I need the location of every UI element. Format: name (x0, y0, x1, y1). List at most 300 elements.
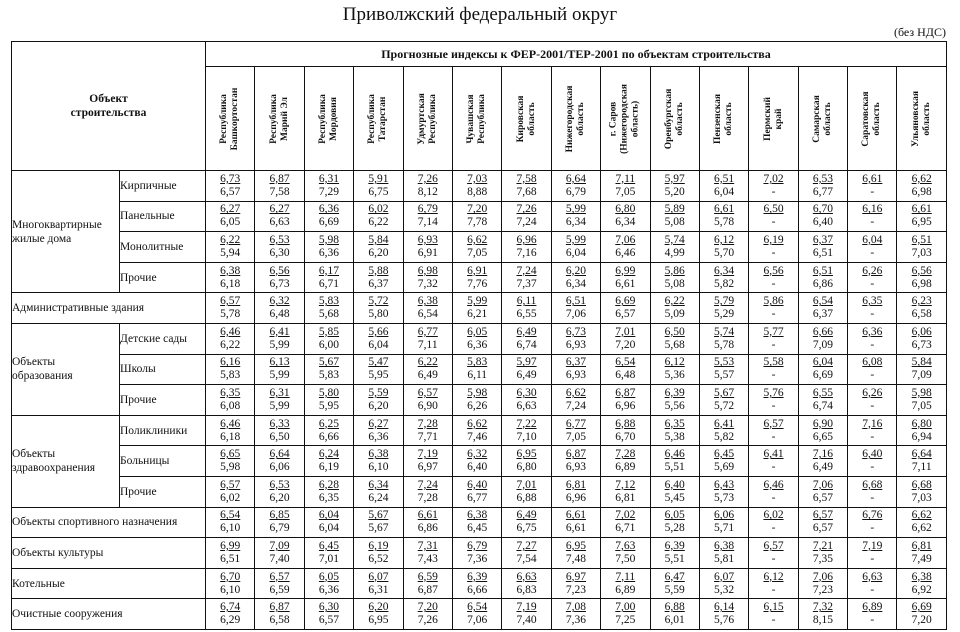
index-value-bottom: 6,66 (318, 430, 340, 443)
index-cell (551, 262, 600, 293)
object-subtype-label: Панельные (120, 201, 206, 232)
index-value-top: 6,31 (318, 172, 340, 185)
index-value-bottom: 7,11 (417, 338, 438, 351)
index-value-bottom: 6,77 (812, 185, 833, 198)
index-value-bottom: 6,20 (269, 491, 290, 504)
index-value-top: 6,68 (911, 478, 932, 491)
index-cell (897, 446, 947, 477)
index-value-bottom: 5,32 (714, 583, 735, 596)
index-value-bottom: 7,36 (565, 614, 586, 627)
table-row (12, 476, 947, 507)
region-header (650, 67, 699, 171)
index-value-top: 6,49 (516, 325, 537, 338)
index-value-top: 7,12 (615, 478, 636, 491)
index-value-bottom: 6,00 (318, 338, 340, 351)
index-value-top: 6,30 (516, 386, 537, 399)
index-value-top: 6,88 (615, 417, 636, 430)
index-value-bottom: 6,04 (565, 246, 586, 259)
index-value-bottom: - (771, 430, 776, 443)
region-header (798, 67, 847, 171)
index-value-bottom: 5,78 (220, 308, 241, 321)
index-value-top: 5,67 (368, 509, 389, 522)
index-value-bottom: 6,04 (368, 338, 389, 351)
index-cell (601, 476, 650, 507)
index-value-bottom: - (771, 461, 776, 474)
index-value-bottom: 6,71 (318, 277, 340, 290)
index-value-bottom: 7,40 (516, 614, 537, 627)
table-row (12, 201, 947, 232)
index-value-bottom: 6,58 (911, 308, 932, 321)
index-cell (403, 201, 452, 232)
index-value-bottom: 6,46 (615, 246, 636, 259)
index-cell (848, 323, 897, 354)
index-value-bottom: 6,95 (368, 614, 389, 627)
index-value-bottom: 7,03 (911, 246, 932, 259)
index-value-bottom: 6,86 (417, 522, 438, 535)
index-value-bottom: 6,58 (269, 614, 290, 627)
index-cell (749, 568, 798, 599)
index-value-top: 6,62 (565, 386, 586, 399)
index-value-bottom: 6,62 (911, 522, 932, 535)
index-value-top: 5,83 (467, 356, 488, 369)
index-value-bottom: 6,19 (318, 461, 340, 474)
index-cell (206, 354, 255, 385)
index-cell (354, 415, 403, 446)
index-value-top: 7,01 (615, 325, 636, 338)
region-label: Нижегородская область (564, 85, 586, 152)
region-header (749, 67, 798, 171)
index-value-top: 6,61 (417, 509, 438, 522)
index-value-bottom: 6,24 (368, 491, 389, 504)
index-value-top: 6,16 (862, 203, 883, 216)
object-group-label: Многоквартирные жилые дома (12, 171, 120, 293)
index-value-top: 6,99 (615, 264, 636, 277)
index-value-bottom: 7,32 (417, 277, 438, 290)
index-cell (848, 476, 897, 507)
index-value-bottom: 6,57 (318, 614, 340, 627)
object-type-label: Объекты культуры (12, 538, 206, 569)
index-value-top: 6,39 (664, 386, 685, 399)
index-value-top: 6,54 (220, 509, 241, 522)
index-cell (354, 201, 403, 232)
index-cell (848, 568, 897, 599)
index-cell (354, 354, 403, 385)
index-cell (255, 415, 304, 446)
index-value-bottom: 7,58 (269, 185, 290, 198)
index-value-top: 5,99 (467, 295, 488, 308)
index-value-top: 6,57 (220, 478, 241, 491)
index-value-top: 7,06 (615, 233, 636, 246)
index-cell (255, 201, 304, 232)
index-cell (601, 293, 650, 324)
index-value-top: 7,20 (417, 601, 438, 614)
index-value-bottom: 6,61 (615, 277, 636, 290)
index-value-top: 6,38 (417, 295, 438, 308)
index-value-bottom: 5,94 (220, 246, 241, 259)
table-row (12, 232, 947, 263)
index-value-top: 5,74 (714, 325, 735, 338)
index-value-bottom: 6,10 (368, 461, 389, 474)
index-cell (255, 262, 304, 293)
index-value-bottom: 6,63 (269, 216, 290, 229)
index-cell (551, 507, 600, 538)
index-value-top: 6,57 (763, 417, 784, 430)
index-cell (403, 323, 452, 354)
index-cell (255, 171, 304, 202)
index-value-top: 6,50 (664, 325, 685, 338)
index-value-top: 6,51 (565, 295, 586, 308)
index-value-top: 6,56 (911, 264, 932, 277)
index-cell (354, 385, 403, 416)
index-value-top: 7,20 (467, 203, 488, 216)
index-value-bottom: 6,31 (368, 583, 389, 596)
index-value-bottom: 6,34 (565, 277, 586, 290)
index-cell (749, 538, 798, 569)
index-value-top: 6,54 (467, 601, 488, 614)
index-value-top: 5,97 (516, 356, 537, 369)
index-value-top: 5,99 (565, 233, 586, 246)
index-value-bottom: 6,97 (417, 461, 438, 474)
index-value-top: 6,62 (467, 233, 488, 246)
index-cell (798, 599, 847, 630)
index-cell (551, 476, 600, 507)
index-cell (206, 476, 255, 507)
index-value-top: 5,77 (763, 325, 784, 338)
index-cell (403, 232, 452, 263)
index-value-bottom: 6,26 (467, 399, 488, 412)
index-value-bottom: 7,23 (812, 583, 833, 596)
index-value-top: 7,03 (467, 172, 488, 185)
index-value-bottom: 6,96 (615, 399, 636, 412)
index-cell (749, 293, 798, 324)
index-value-bottom: 6,34 (565, 216, 586, 229)
index-cell (650, 354, 699, 385)
index-cell (403, 446, 452, 477)
index-table (11, 41, 947, 630)
object-subtype-label: Монолитные (120, 232, 206, 263)
index-value-bottom: 8,88 (467, 185, 488, 198)
index-value-bottom: 6,48 (269, 308, 290, 321)
index-value-bottom: - (771, 552, 776, 565)
index-value-bottom: 5,57 (714, 369, 735, 382)
index-cell (848, 415, 897, 446)
index-cell (304, 476, 353, 507)
index-value-bottom: 6,40 (467, 461, 488, 474)
index-value-top: 6,64 (565, 172, 586, 185)
index-value-bottom: 5,08 (664, 277, 685, 290)
index-value-top: 6,25 (318, 417, 340, 430)
object-subtype-label: Больницы (120, 446, 206, 477)
index-cell (304, 538, 353, 569)
object-type-label: Очистные сооружения (12, 599, 206, 630)
region-label: Удмуртская Республика (416, 92, 438, 145)
index-cell (255, 446, 304, 477)
index-value-top: 7,11 (615, 570, 636, 583)
index-value-top: 6,87 (565, 448, 586, 461)
index-value-bottom: 6,87 (417, 583, 438, 596)
index-value-bottom: 7,09 (911, 369, 932, 382)
index-value-top: 6,80 (615, 203, 636, 216)
object-group-label: Объекты здравоохранения (12, 415, 120, 507)
index-value-bottom: - (870, 369, 875, 382)
index-cell (206, 232, 255, 263)
index-value-bottom: 5,71 (714, 522, 735, 535)
index-cell (798, 385, 847, 416)
index-value-bottom: 6,77 (467, 491, 488, 504)
index-cell (502, 476, 551, 507)
index-value-top: 6,53 (812, 172, 833, 185)
index-cell (897, 385, 947, 416)
index-cell (749, 323, 798, 354)
table-row (12, 446, 947, 477)
index-value-bottom: 6,83 (516, 583, 537, 596)
index-value-bottom: 6,74 (516, 338, 537, 351)
index-value-top: 5,99 (565, 203, 586, 216)
index-value-top: 7,06 (812, 570, 833, 583)
object-subtype-label: Прочие (120, 385, 206, 416)
index-value-bottom: 5,78 (714, 216, 735, 229)
index-value-top: 5,83 (318, 295, 340, 308)
index-cell (699, 476, 748, 507)
index-value-bottom: 6,79 (269, 522, 290, 535)
index-cell (502, 538, 551, 569)
index-cell (304, 599, 353, 630)
index-cell (749, 385, 798, 416)
index-value-bottom: 6,36 (368, 430, 389, 443)
index-value-top: 6,99 (220, 539, 241, 552)
index-value-top: 6,38 (467, 509, 488, 522)
index-cell (452, 201, 501, 232)
index-value-bottom: 6,57 (812, 522, 833, 535)
index-value-top: 6,77 (417, 325, 438, 338)
index-value-top: 6,17 (318, 264, 340, 277)
index-value-bottom: - (870, 185, 875, 198)
index-value-top: 5,88 (368, 264, 389, 277)
index-cell (452, 262, 501, 293)
index-cell (749, 599, 798, 630)
table-row (12, 354, 947, 385)
index-cell (502, 354, 551, 385)
index-value-bottom: 5,83 (318, 369, 340, 382)
index-cell (354, 599, 403, 630)
index-value-top: 6,15 (763, 601, 784, 614)
index-cell (551, 171, 600, 202)
index-cell (304, 446, 353, 477)
index-value-top: 6,46 (220, 417, 241, 430)
index-value-top: 7,08 (565, 601, 586, 614)
index-cell (502, 415, 551, 446)
index-value-bottom: 5,98 (220, 461, 241, 474)
index-value-top: 6,16 (220, 356, 241, 369)
index-value-top: 5,85 (318, 325, 340, 338)
index-value-top: 5,66 (368, 325, 389, 338)
index-cell (551, 354, 600, 385)
index-value-bottom: 7,76 (467, 277, 488, 290)
index-cell (304, 415, 353, 446)
index-value-top: 6,43 (714, 478, 735, 491)
index-value-top: 6,40 (467, 478, 488, 491)
index-cell (798, 293, 847, 324)
index-cell (650, 232, 699, 263)
index-value-top: 5,86 (664, 264, 685, 277)
index-value-top: 6,45 (318, 539, 340, 552)
index-value-top: 6,38 (911, 570, 932, 583)
index-value-top: 6,87 (615, 386, 636, 399)
index-value-bottom: 5,38 (664, 430, 685, 443)
table-row (12, 415, 947, 446)
index-cell (403, 262, 452, 293)
index-value-bottom: - (870, 491, 875, 504)
index-value-bottom: 5,70 (714, 246, 735, 259)
index-cell (255, 323, 304, 354)
index-value-top: 6,69 (615, 295, 636, 308)
index-cell (699, 538, 748, 569)
index-value-top: 5,59 (368, 386, 389, 399)
index-cell (699, 568, 748, 599)
index-value-bottom: - (870, 552, 875, 565)
index-cell (601, 568, 650, 599)
vat-note: (без НДС) (893, 25, 946, 39)
index-value-top: 6,63 (516, 570, 537, 583)
index-cell (502, 201, 551, 232)
index-value-top: 6,27 (269, 203, 290, 216)
index-cell (502, 507, 551, 538)
index-value-bottom: 6,04 (318, 522, 340, 535)
index-cell (798, 262, 847, 293)
index-value-bottom: 6,69 (812, 369, 833, 382)
index-value-bottom: 6,86 (812, 277, 833, 290)
index-value-bottom: 5,67 (368, 522, 389, 535)
index-value-top: 7,19 (862, 539, 883, 552)
index-value-bottom: 6,74 (812, 399, 833, 412)
index-cell (206, 446, 255, 477)
index-value-bottom: 7,36 (467, 552, 488, 565)
index-value-bottom: 7,50 (615, 552, 636, 565)
index-cell (798, 415, 847, 446)
index-cell (452, 385, 501, 416)
index-value-bottom: 6,22 (368, 216, 389, 229)
index-value-top: 6,13 (269, 356, 290, 369)
index-value-bottom: 6,49 (516, 369, 537, 382)
index-value-top: 6,56 (763, 264, 784, 277)
index-value-bottom: 5,69 (714, 461, 735, 474)
index-cell (354, 446, 403, 477)
index-cell (502, 171, 551, 202)
index-value-bottom: 5,51 (664, 461, 685, 474)
index-cell (650, 568, 699, 599)
index-value-bottom: 5,20 (664, 185, 685, 198)
index-value-bottom: 6,65 (812, 430, 833, 443)
index-value-top: 7,01 (516, 478, 537, 491)
index-value-bottom: 6,40 (812, 216, 833, 229)
index-value-top: 6,41 (714, 417, 735, 430)
index-value-top: 6,62 (467, 417, 488, 430)
index-cell (206, 323, 255, 354)
index-cell (452, 293, 501, 324)
index-cell (206, 385, 255, 416)
index-value-bottom: 5,82 (714, 277, 735, 290)
index-cell (452, 446, 501, 477)
index-value-bottom: 5,08 (664, 216, 685, 229)
index-value-bottom: 5,82 (714, 430, 735, 443)
index-cell (255, 507, 304, 538)
region-header (354, 67, 403, 171)
index-cell (206, 599, 255, 630)
index-value-top: 6,61 (714, 203, 735, 216)
index-value-top: 6,23 (911, 295, 932, 308)
index-cell (403, 568, 452, 599)
index-cell (452, 415, 501, 446)
index-value-top: 6,37 (812, 233, 833, 246)
index-value-bottom: 6,21 (467, 308, 488, 321)
index-value-bottom: - (870, 522, 875, 535)
index-cell (699, 354, 748, 385)
index-value-bottom: - (870, 614, 875, 627)
index-value-bottom: 6,08 (220, 399, 241, 412)
index-cell (601, 232, 650, 263)
index-value-top: 5,72 (368, 295, 389, 308)
index-value-top: 6,91 (467, 264, 488, 277)
index-value-bottom: 5,68 (664, 338, 685, 351)
index-value-bottom: - (771, 614, 776, 627)
index-value-bottom: 7,43 (417, 552, 438, 565)
index-value-top: 6,66 (812, 325, 833, 338)
index-cell (897, 171, 947, 202)
index-value-bottom: 5,29 (714, 308, 735, 321)
index-value-bottom: 5,72 (714, 399, 735, 412)
index-value-top: 6,53 (269, 478, 290, 491)
region-header (897, 67, 947, 171)
page-title: Приволжский федеральный округ (342, 4, 618, 25)
index-value-bottom: - (870, 246, 875, 259)
index-cell (848, 446, 897, 477)
index-value-bottom: 7,26 (417, 614, 438, 627)
index-cell (304, 201, 353, 232)
region-label: Саратовская область (861, 90, 883, 147)
index-value-bottom: 7,24 (565, 399, 586, 412)
index-cell (897, 232, 947, 263)
index-value-top: 6,49 (516, 509, 537, 522)
index-value-bottom: 8,12 (417, 185, 438, 198)
index-cell (551, 446, 600, 477)
index-value-top: 6,20 (565, 264, 586, 277)
index-value-bottom: 6,10 (220, 583, 241, 596)
index-value-top: 6,64 (269, 448, 290, 461)
index-cell (403, 415, 452, 446)
index-value-top: 6,57 (812, 509, 833, 522)
index-value-bottom: 6,91 (417, 246, 438, 259)
index-cell (749, 507, 798, 538)
index-value-bottom: 6,20 (368, 399, 389, 412)
object-subtype-label: Кирпичные (120, 171, 206, 202)
index-value-top: 6,53 (269, 233, 290, 246)
index-value-top: 6,81 (911, 539, 932, 552)
index-cell (403, 171, 452, 202)
index-value-top: 6,27 (368, 417, 389, 430)
index-value-bottom: 7,54 (516, 552, 537, 565)
index-value-top: 6,38 (368, 448, 389, 461)
table-row (12, 507, 947, 538)
index-cell (206, 415, 255, 446)
index-value-top: 7,26 (417, 172, 438, 185)
index-value-bottom: 6,73 (269, 277, 290, 290)
index-value-bottom: - (771, 369, 776, 382)
index-value-bottom: - (870, 216, 875, 229)
index-value-top: 6,35 (862, 295, 883, 308)
index-value-top: 6,32 (269, 295, 290, 308)
index-value-top: 7,06 (812, 478, 833, 491)
index-value-top: 6,70 (220, 570, 241, 583)
